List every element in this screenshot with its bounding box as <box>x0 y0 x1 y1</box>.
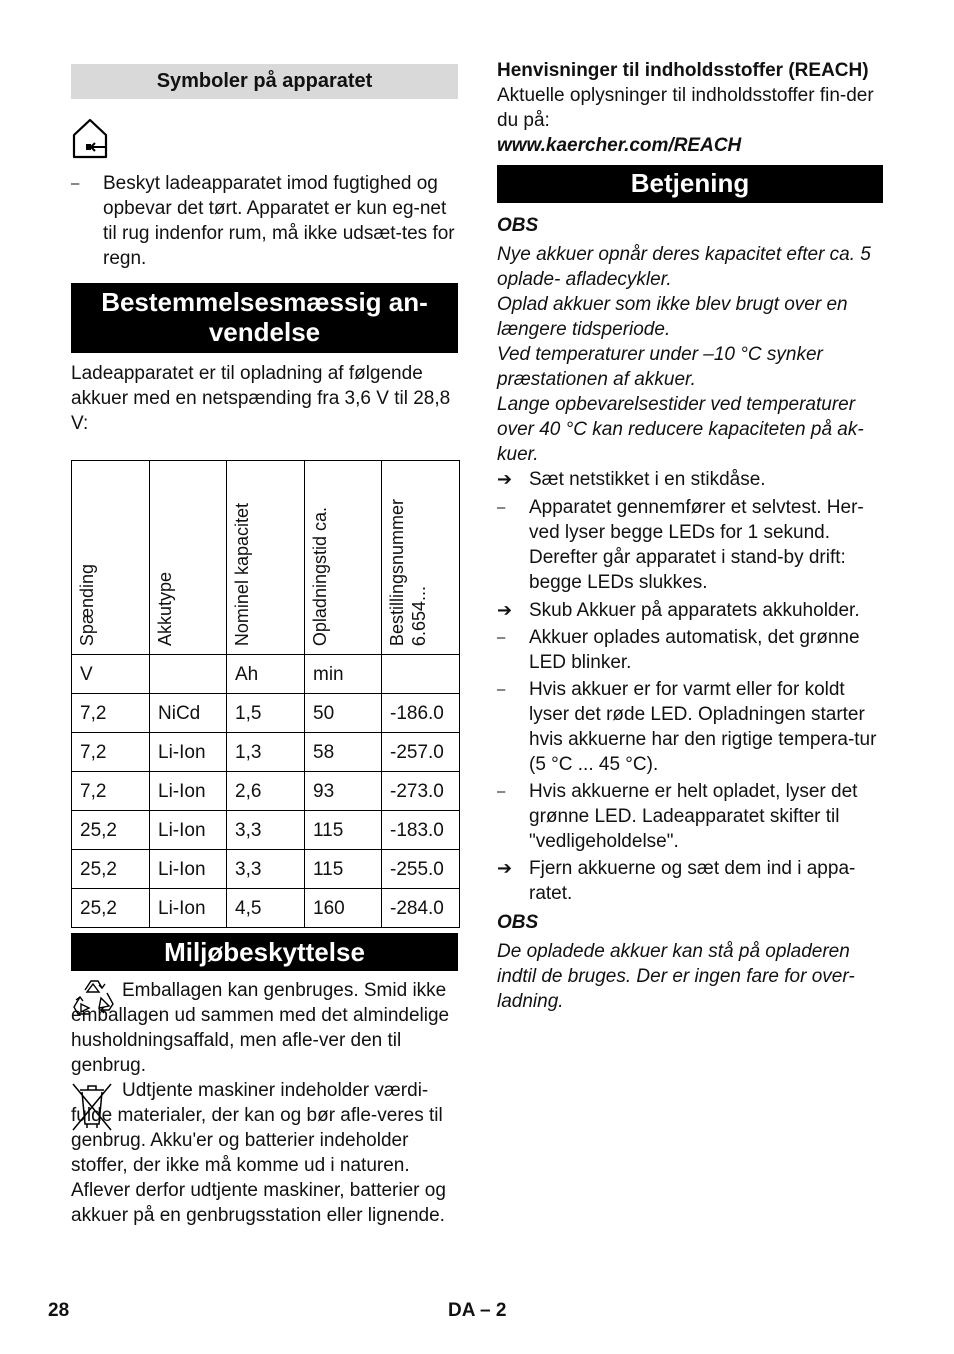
header-voltage: Spænding <box>77 563 97 646</box>
table-cell: 3,3 <box>227 811 305 850</box>
usage-heading <box>71 283 458 353</box>
table-header-cell <box>305 461 382 655</box>
table-cell: -186.0 <box>382 694 460 733</box>
reach-text: Aktuelle oplysninger til indholdsstoffer fin-der du på: <box>497 85 874 131</box>
table-cell: -284.0 <box>382 889 460 928</box>
table-cell <box>150 655 227 694</box>
table-unit-row <box>72 655 460 694</box>
table-row <box>72 733 460 772</box>
step-item <box>497 495 883 595</box>
page-number: 28 <box>48 1300 70 1321</box>
table-header-row <box>72 461 460 655</box>
environment-heading: Miljøbeskyttelse <box>71 933 458 971</box>
step-text: Akkuer oplades automatisk, det grønne LED blinker. <box>529 627 860 673</box>
obs-note: Oplad akkuer som ikke blev brugt over en længere tidsperiode. <box>497 294 848 340</box>
table-cell: 93 <box>305 772 382 811</box>
table-header-cell <box>72 461 150 655</box>
step-text: Hvis akkuer er for varmt eller for koldt lyser det røde LED. Opladningen starter hvis akkuerne har den rigtige tempera-tur (5 °C ... 45 °C). <box>529 679 877 775</box>
dash-mark: – <box>497 783 506 800</box>
table-cell: Li-Ion <box>150 733 227 772</box>
table-header-cell <box>227 461 305 655</box>
table-header-cell <box>382 461 460 655</box>
header-capacity: Nominel kapacitet <box>232 502 252 646</box>
table-cell: 25,2 <box>72 811 150 850</box>
table-cell: 25,2 <box>72 889 150 928</box>
step-item <box>497 467 883 492</box>
dash-mark: – <box>497 681 506 698</box>
reach-link[interactable]: www.kaercher.com/REACH <box>497 135 742 156</box>
usage-heading-line-2: vendelse <box>208 317 321 347</box>
recycle-icon <box>71 978 117 1029</box>
arrow-icon: ➔ <box>497 600 513 620</box>
table-cell: Li-Ion <box>150 772 227 811</box>
step-item <box>497 677 883 777</box>
step-text: Sæt netstikket i en stikdåse. <box>529 469 766 490</box>
indoor-house-icon <box>71 117 458 161</box>
left-column <box>71 64 458 1228</box>
table-cell: 7,2 <box>72 694 150 733</box>
symbols-heading: Symboler på apparatet <box>71 64 458 99</box>
table-cell: 2,6 <box>227 772 305 811</box>
step-text: Fjern akkuerne og sæt dem ind i appa-ratet. <box>529 858 856 904</box>
table-cell: -255.0 <box>382 850 460 889</box>
obs-notes <box>497 242 883 467</box>
step-text: Hvis akkuerne er helt opladet, lyser det grønne LED. Ladeapparatet skifter til "vedligeholdelse". <box>529 781 858 852</box>
step-item <box>497 625 883 675</box>
dash-mark: – <box>71 175 80 192</box>
right-column <box>497 58 883 1014</box>
table-cell: 160 <box>305 889 382 928</box>
table-cell: 4,5 <box>227 889 305 928</box>
table-cell: 115 <box>305 811 382 850</box>
dash-mark: – <box>497 629 506 646</box>
battery-table <box>71 460 460 928</box>
table-cell: -273.0 <box>382 772 460 811</box>
table-cell: 1,3 <box>227 733 305 772</box>
step-item <box>497 598 883 623</box>
dash-mark: – <box>497 499 506 516</box>
obs-note: Nye akkuer opnår deres kapacitet efter ca. 5 oplade- afladecykler. <box>497 244 871 290</box>
table-cell: -257.0 <box>382 733 460 772</box>
operation-heading: Betjening <box>497 165 883 203</box>
table-cell: Li-Ion <box>150 889 227 928</box>
table-cell: Li-Ion <box>150 850 227 889</box>
symbol-description <box>71 171 458 271</box>
packaging-recycle-note <box>71 978 458 1078</box>
table-cell: 1,5 <box>227 694 305 733</box>
reach-heading: Henvisninger til indholdsstoffer (REACH) <box>497 60 869 81</box>
table-cell: 58 <box>305 733 382 772</box>
operation-steps <box>497 467 883 906</box>
table-cell: 50 <box>305 694 382 733</box>
table-cell: 7,2 <box>72 772 150 811</box>
table-row <box>72 694 460 733</box>
symbol-text: Beskyt ladeapparatet imod fugtighed og opbevar det tørt. Apparatet er kun eg-net til rug indenfor rum, må ikke udsæt-tes for regn. <box>103 173 455 269</box>
table-cell: NiCd <box>150 694 227 733</box>
step-item <box>497 779 883 854</box>
table-cell: 7,2 <box>72 733 150 772</box>
step-item <box>497 856 883 906</box>
obs-label: OBS <box>497 215 539 236</box>
step-text: Apparatet gennemfører et selvtest. Her-ved lyser begge LEDs for 1 sekund. Derefter går apparatet i stand-by drift: begge LEDs slukkes. <box>529 497 864 593</box>
usage-heading-line-1: Bestemmelsesmæssig an- <box>101 287 428 317</box>
section-label: DA – 2 <box>448 1300 507 1321</box>
table-row <box>72 811 460 850</box>
header-order-number: Bestillingsnummer 6.654... <box>387 498 429 646</box>
disposal-text: Udtjente maskiner indeholder værdi-fulde materialer, der kan og bør afle-veres til genbrug. Akku'er og batterier indeholder stoffer, der ikke må komme ud i naturen. Aflever derfor udtjente maskiner, batterier og akkuer på en genbrugsstation eller lignende. <box>71 1080 446 1226</box>
obs-note: Lange opbevarelsestider ved temperaturer over 40 °C kan reducere kapaciteten på ak-kuer. <box>497 394 864 465</box>
table-cell: -183.0 <box>382 811 460 850</box>
obs-note: De opladede akkuer kan stå på opladeren indtil de bruges. Der er ingen fare for over-ladning. <box>497 941 855 1012</box>
table-row <box>72 850 460 889</box>
table-cell: 3,3 <box>227 850 305 889</box>
table-cell: Ah <box>227 655 305 694</box>
table-cell: min <box>305 655 382 694</box>
usage-text: Ladeapparatet er til opladning af følgende akkuer med en netspænding fra 3,6 V til 28,8 V: <box>71 363 451 434</box>
table-row <box>72 889 460 928</box>
table-cell <box>382 655 460 694</box>
header-charge-time: Opladningstid ca. <box>310 506 330 646</box>
table-header-cell <box>150 461 227 655</box>
step-text: Skub Akkuer på apparatets akkuholder. <box>529 600 860 621</box>
arrow-icon: ➔ <box>497 858 513 878</box>
arrow-icon: ➔ <box>497 469 513 489</box>
table-row <box>72 772 460 811</box>
table-cell: 115 <box>305 850 382 889</box>
obs-note: Ved temperaturer under –10 °C synker præstationen af akkuer. <box>497 344 823 390</box>
obs-label: OBS <box>497 912 539 933</box>
table-cell: 25,2 <box>72 850 150 889</box>
packaging-text: Emballagen kan genbruges. Smid ikke emballagen ud sammen med det almindelige husholdningsaffald, men afle-ver den til genbrug. <box>71 980 450 1076</box>
table-cell: Li-Ion <box>150 811 227 850</box>
header-battery-type: Akkutype <box>155 571 175 646</box>
disposal-note <box>71 1078 458 1228</box>
crossed-bin-icon <box>71 1080 113 1139</box>
table-cell: V <box>72 655 150 694</box>
